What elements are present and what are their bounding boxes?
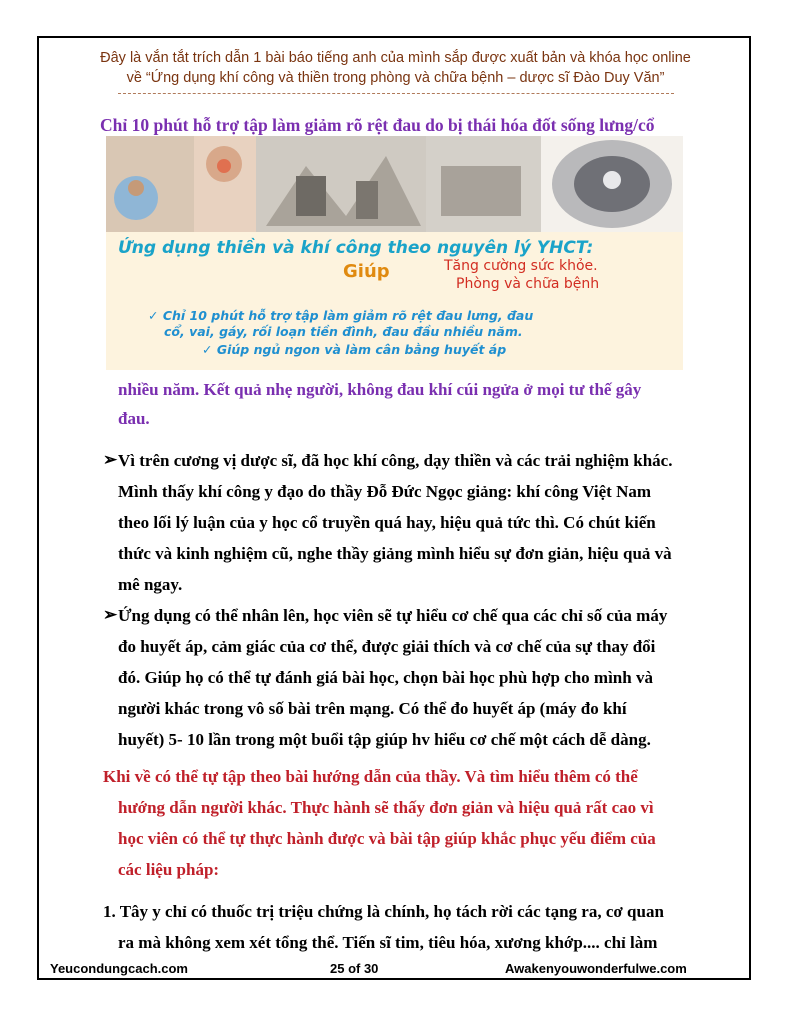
banner-heading: Ứng dụng thiền và khí công theo nguyên lý YHCT: bbox=[118, 238, 594, 258]
red-para-line: hướng dẫn người khác. Thực hành sẽ thấy đơn giản và hiệu quả rất cao vì bbox=[118, 798, 654, 817]
bullet-2-marker: ➢ bbox=[103, 605, 118, 624]
bullet-1-marker: ➢ bbox=[103, 450, 118, 469]
footer-site-left: Yeucondungcach.com bbox=[50, 961, 188, 976]
footer-site-right: Awakenyouwonderfulwe.com bbox=[505, 961, 687, 976]
header-divider bbox=[118, 93, 674, 94]
banner-benefit-1: Tăng cường sức khỏe. bbox=[444, 258, 598, 274]
red-para-line: các liệu pháp: bbox=[118, 860, 220, 879]
bullet-2-line: huyết) 5- 10 lần trong một buổi tập giúp hv hiểu cơ chế một cách dễ dàng. bbox=[118, 730, 651, 749]
article-title: Chỉ 10 phút hỗ trợ tập làm giảm rõ rệt đau do bị thái hóa đốt sống lưng/cổ bbox=[100, 115, 655, 135]
banner-benefit-2: Phòng và chữa bệnh bbox=[456, 276, 600, 292]
banner-check-1a: ✓ Chỉ 10 phút hỗ trợ tập làm giảm rõ rệt đau lưng, đau bbox=[148, 308, 534, 323]
banner-check-1b: cổ, vai, gáy, rối loạn tiền đình, đau đầu nhiều năm. bbox=[164, 324, 523, 339]
bullet-2-line: đó. Giúp họ có thể tự đánh giá bài học, chọn bài học phù hợp cho mình và bbox=[118, 668, 653, 687]
bullet-1-line: theo lối lý luận của y học cổ truyền quá hay, hiệu quả tức thì. Có chút kiến bbox=[118, 513, 656, 532]
banner-check-2: ✓ Giúp ngủ ngon và làm cân bằng huyết áp bbox=[202, 342, 507, 357]
numbered-item-1: 1. Tây y chỉ có thuốc trị triệu chứng là chính, họ tách rời các tạng ra, cơ quan bbox=[103, 902, 664, 921]
numbered-item-1-cont: ra mà không xem xét tổng thể. Tiến sĩ tim, tiêu hóa, xương khớp.... chỉ làm bbox=[118, 933, 658, 952]
header-line-1: Đây là vắn tắt trích dẫn 1 bài báo tiếng anh của mình sắp được xuất bản và khóa học online bbox=[100, 50, 691, 66]
red-para-line: học viên có thể tự thực hành được và bài tập giúp khắc phục yếu điểm của bbox=[118, 829, 656, 848]
intro-line-2: đau. bbox=[118, 409, 150, 428]
red-para-line: Khi về có thể tự tập theo bài hướng dẫn của thầy. Và tìm hiểu thêm có thể bbox=[103, 767, 638, 786]
bullet-1-line: Mình thấy khí công y đạo do thầy Đỗ Đức Ngọc giảng: khí công Việt Nam bbox=[118, 482, 652, 501]
banner-giup: Giúp bbox=[343, 261, 390, 282]
bullet-2-line: đo huyết áp, cảm giác của cơ thể, được giải thích và cơ chế của sự thay đổi bbox=[118, 637, 656, 656]
bullet-2-line: người khác trong vô số bài trên mạng. Có thể đo huyết áp (máy đo khí bbox=[118, 699, 627, 718]
bullet-1-line: Vì trên cương vị dược sĩ, đã học khí công, dạy thiền và các trải nghiệm khác. bbox=[118, 451, 673, 470]
bullet-1-line: mê ngay. bbox=[118, 575, 183, 594]
intro-line-1: nhiều năm. Kết quả nhẹ người, không đau khí cúi ngửa ở mọi tư thế gây bbox=[118, 380, 642, 399]
header-line-2: về “Ứng dụng khí công và thiền trong phòng và chữa bệnh – dược sĩ Đào Duy Văn” bbox=[126, 70, 665, 86]
banner-image bbox=[106, 136, 683, 370]
bullet-1-line: thức và kinh nghiệm cũ, nghe thầy giảng mình hiểu sự đơn giản, hiệu quả và bbox=[118, 544, 672, 563]
photo-collage bbox=[106, 136, 683, 232]
footer-page-number: 25 of 30 bbox=[330, 961, 379, 976]
bullet-2-line: Ứng dụng có thể nhân lên, học viên sẽ tự hiểu cơ chế qua các chỉ số của máy bbox=[118, 606, 668, 625]
